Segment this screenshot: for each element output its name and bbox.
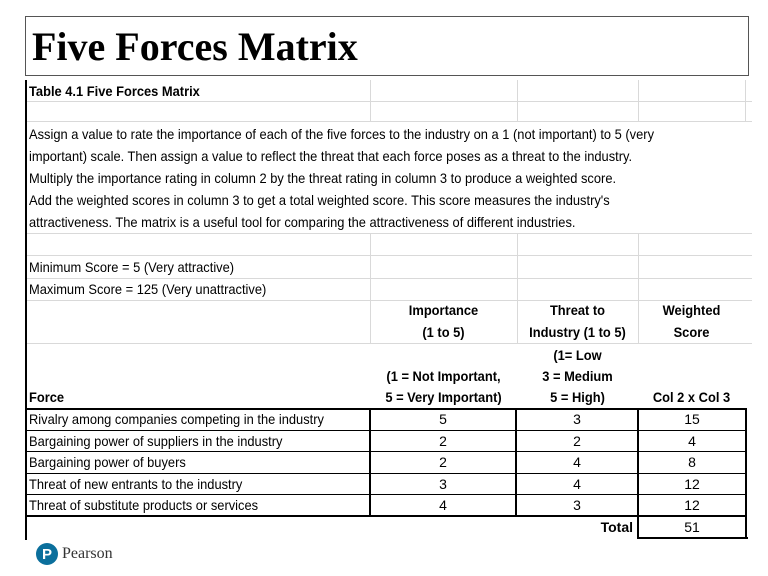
importance-value: 2 — [439, 433, 447, 449]
header-threat-scale: 3 = Medium — [542, 368, 613, 384]
gridline — [745, 80, 746, 121]
score-value: 8 — [688, 454, 696, 470]
gridline — [638, 233, 639, 343]
pearson-logo-text: Pearson — [62, 545, 113, 562]
threat-value: 2 — [573, 433, 581, 449]
table-border — [637, 537, 747, 539]
force-name: Rivalry among companies competing in the industry — [29, 411, 324, 427]
gridline — [517, 80, 518, 121]
header-importance-scale: (1 = Not Important, — [386, 368, 501, 384]
header-force: Force — [29, 389, 65, 405]
header-weighted: Weighted — [662, 302, 721, 318]
score-value: 12 — [684, 476, 700, 492]
table-caption: Table 4.1 Five Forces Matrix — [29, 83, 200, 99]
force-name: Bargaining power of buyers — [29, 454, 186, 470]
max-score-text: Maximum Score = 125 (Very unattractive) — [29, 281, 267, 297]
threat-value: 4 — [573, 454, 581, 470]
gridline — [27, 255, 752, 256]
slide-mark — [740, 537, 748, 539]
importance-value: 3 — [439, 476, 447, 492]
force-name: Bargaining power of suppliers in the industry — [29, 433, 283, 449]
gridline — [27, 343, 752, 344]
instruction-line: Add the weighted scores in column 3 to get a total weighted score. This score measures the industry's — [29, 192, 610, 208]
pearson-logo-icon: P — [36, 543, 58, 565]
slide-title: Five Forces Matrix — [32, 24, 358, 69]
score-value: 12 — [684, 497, 700, 513]
header-importance: (1 to 5) — [422, 324, 465, 340]
instruction-line: attractiveness. The matrix is a useful tool for comparing the attractiveness of different industries. — [29, 214, 576, 230]
header-weighted-formula: Col 2 x Col 3 — [652, 389, 731, 405]
slide-title-box — [25, 16, 749, 76]
threat-value: 4 — [573, 476, 581, 492]
instruction-line: important) scale. Then assign a value to reflect the threat that each force poses as a threat to the industry. — [29, 148, 633, 164]
importance-value: 2 — [439, 454, 447, 470]
importance-value: 4 — [439, 497, 447, 513]
gridline — [517, 233, 518, 343]
total-value: 51 — [684, 519, 700, 535]
pearson-logo — [36, 542, 113, 566]
spreadsheet — [25, 80, 752, 540]
score-value: 15 — [684, 411, 700, 427]
header-importance-scale: 5 = Very Important) — [385, 389, 502, 405]
force-name: Threat of new entrants to the industry — [29, 476, 243, 492]
threat-value: 3 — [573, 411, 581, 427]
header-threat-scale: (1= Low — [553, 347, 602, 363]
gridline — [370, 233, 371, 343]
importance-value: 5 — [439, 411, 447, 427]
gridline — [27, 101, 752, 102]
gridline — [27, 121, 752, 122]
gridline — [370, 80, 371, 121]
instruction-line: Assign a value to rate the importance of each of the five forces to the industry on a 1 (not important) to 5 (very — [29, 126, 655, 142]
force-name: Threat of substitute products or services — [29, 497, 259, 513]
header-weighted: Score — [673, 324, 710, 340]
min-score-text: Minimum Score = 5 (Very attractive) — [29, 259, 235, 275]
score-value: 4 — [688, 433, 696, 449]
header-threat: Industry (1 to 5) — [529, 324, 626, 340]
instruction-line: Multiply the importance rating in column 2 by the threat rating in column 3 to produce a weighted score. — [29, 170, 617, 186]
header-importance: Importance — [408, 302, 479, 318]
header-threat: Threat to — [549, 302, 606, 318]
header-threat-scale: 5 = High) — [550, 389, 605, 405]
gridline — [27, 233, 752, 234]
gridline — [638, 80, 639, 121]
total-label: Total — [600, 519, 633, 535]
threat-value: 3 — [573, 497, 581, 513]
